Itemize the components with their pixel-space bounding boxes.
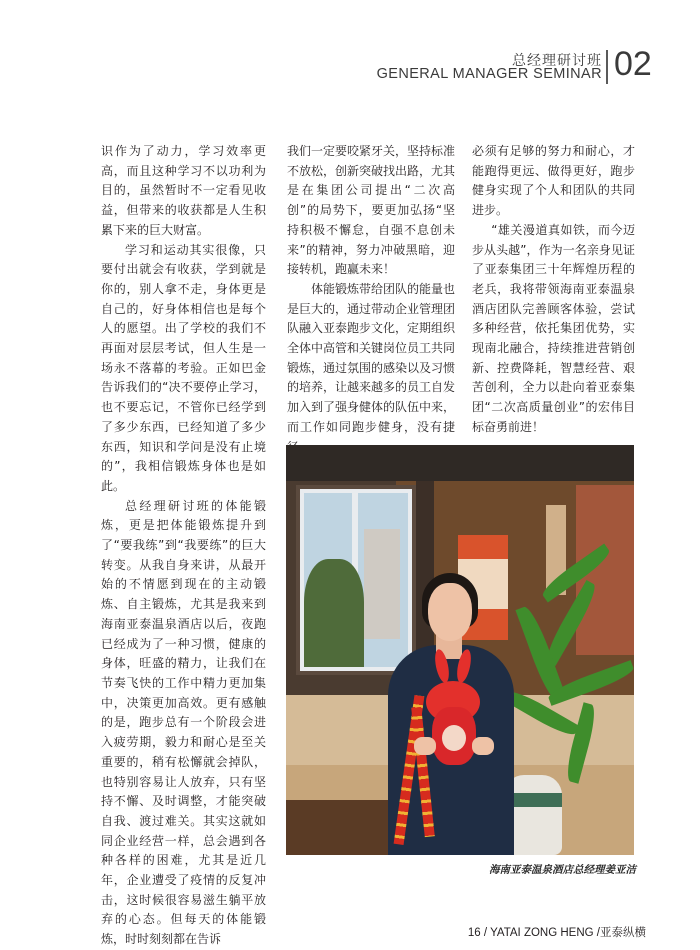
magazine-name-en: YATAI ZONG HENG (490, 927, 594, 939)
header-divider (606, 50, 608, 84)
paragraph: 总经理研讨班的体能锻炼，更是把体能锻炼提升到了“要我练”到“我要练”的巨大转变。从我自身来讲，从最开始的不情愿到现在的主动锻炼、自主锻炼，尤其是我来到海南亚泰温泉酒店以后，夜跑已经成为了一种习惯，健康的身体，旺盛的精力，让我们在节奏飞快的工作中精力更加集中，决策更加高效。更有感触的是，跑步总有一个阶段会进入疲劳期，毅力和耐心是至关重要的，稍有松懈就会掉队，也特别容易让人放弃，只有坚持不懈、及时调整，才能突破自我、渡过难关。其实这就如同企业经营一样，总会遇到各种各样的困难，尤其是近几年，企业遭受了疫情的反复冲击，这时候很容易滋生躺平放弃的心态。但每天的体能锻炼，时时刻刻都在告诉 (101, 498, 266, 947)
footer-separator: / (596, 927, 600, 939)
paragraph: 必须有足够的努力和耐心，才能跑得更远、做得更好，跑步健身实现了个人和团队的共同进步。 (472, 144, 635, 218)
bunny-toy-belly (442, 725, 466, 751)
footer-separator: / (483, 927, 488, 939)
person-hand (414, 737, 436, 755)
window-tree (304, 559, 364, 667)
photo-table (286, 800, 391, 855)
page-footer (468, 924, 646, 940)
magazine-name-cn: 亚泰纵横 (600, 927, 646, 939)
paragraph: 体能锻炼带给团队的能量也是巨大的，通过带动企业管理团队融入亚泰跑步文化，定期组织全体中高管和关键岗位员工共同锻炼，通过氛围的感染以及习惯的培养，让越来越多的员工自发加入到了强身健体的队伍中来，而工作如同跑步健身，没有捷 (287, 281, 456, 434)
section-number: 02 (614, 45, 652, 83)
person-face (428, 583, 472, 641)
page-number: 16 (467, 927, 481, 939)
person-hand (472, 737, 494, 755)
section-title-cn: 总经理研讨班 (512, 53, 602, 69)
section-title-en: GENERAL MANAGER SEMINAR (376, 66, 602, 82)
photo-ceiling (286, 445, 634, 481)
photo-caption: 海南亚泰温泉酒店总经理姜亚洁 (489, 864, 636, 876)
photo-window (296, 485, 416, 675)
text-column-3 (472, 142, 635, 438)
text-column-1 (101, 142, 266, 950)
paragraph: 识作为了动力，学习效率更高，而且这种学习不以功利为目的，虽然暂时不一定看见收益，但带来的收获都是人生积累下来的巨大财富。 (101, 144, 266, 237)
paragraph: 我们一定要咬紧牙关，坚持标准不放松，创新突破找出路，尤其是在集团公司提出“二次高创”的局势下，要更加弘扬“坚持积极不懈怠，自强不息创未来”的精神，努力冲破黑暗，迎接转机，跑赢未来！ (287, 144, 456, 277)
portrait-photo (286, 445, 634, 855)
text-column-2 (287, 142, 455, 457)
paragraph: “雄关漫道真如铁，而今迈步从头越”，作为一名亲身见证了亚泰集团三十年辉煌历程的老兵，我将带领海南亚泰温泉酒店团队完善顾客体验，尝试多种经营，依托集团优势，实现南北融合，持续推进营销创新、控费降耗，智慧经营、艰苦创利，全力以赴向着亚泰集团“二次高质量创业”的宏伟目标奋勇前进！ (472, 222, 635, 434)
window-building (364, 529, 400, 639)
paragraph: 学习和运动其实很像，只要付出就会有收获，学到就是你的，别人拿不走，身体更是自己的，好身体相信也是每个人的愿望。出了学校的我们不再面对层层考试，但人生是一场永不落幕的考验。正如巴金告诉我们的“决不要停止学习，也不要忘记，不管你已经学到了多少东西，已经知道了多少东西，知识和学问是没有止境的”，我相信锻炼身体也是如此。 (101, 242, 266, 493)
